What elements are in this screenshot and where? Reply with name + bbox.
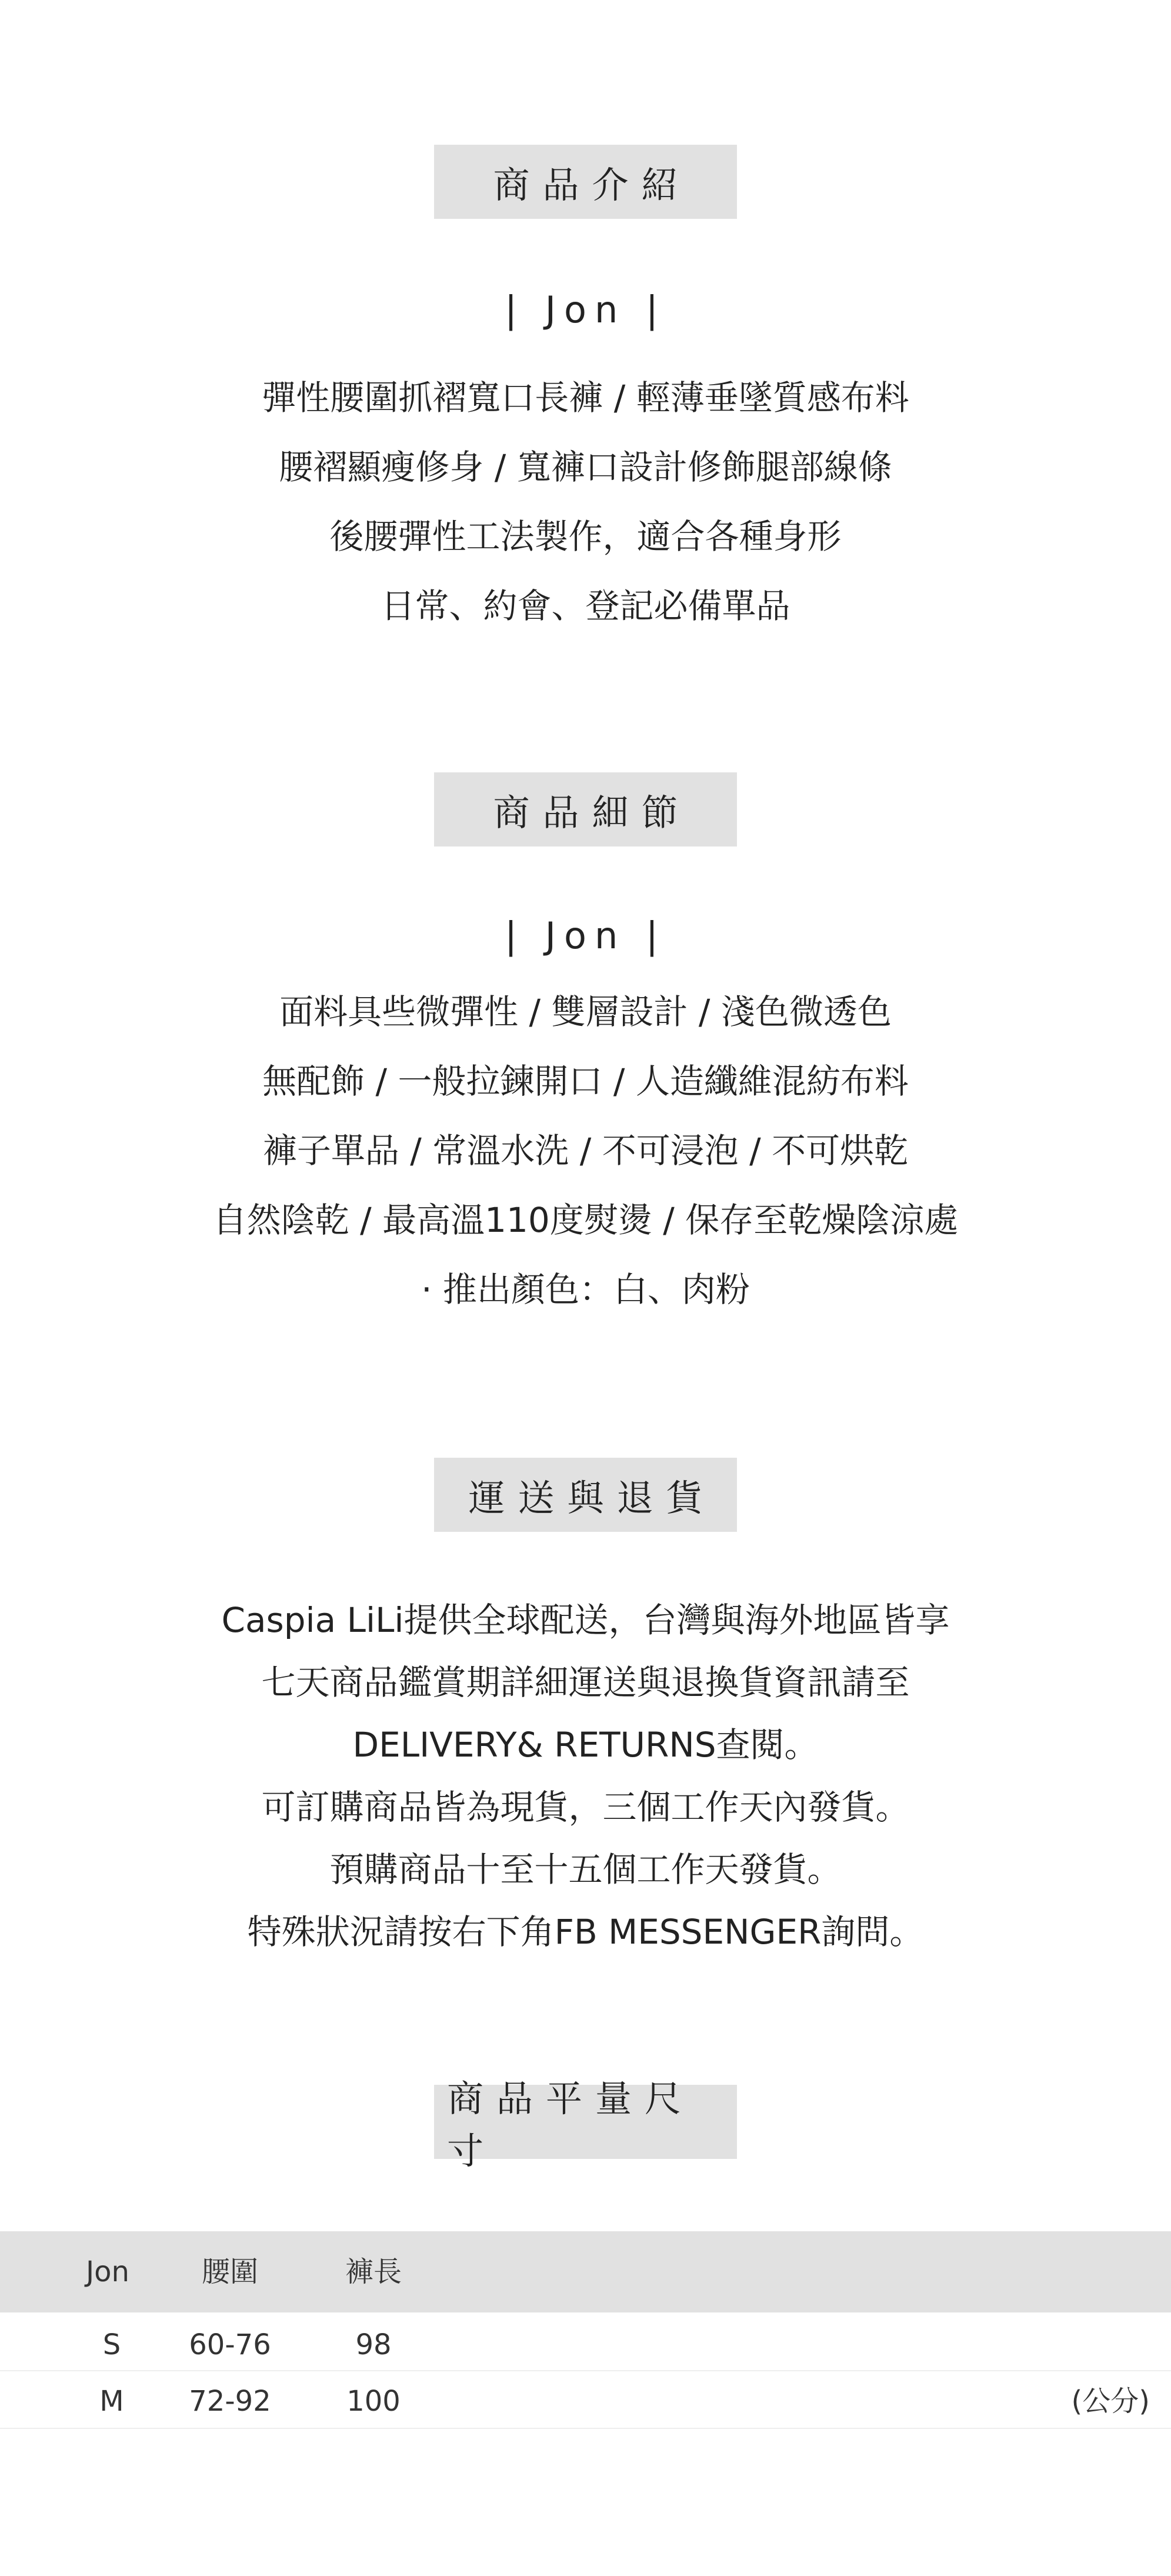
shipping-section-title: 運送與退貨: [434, 1458, 737, 1532]
size-row-m-waist: 72-92: [189, 2385, 271, 2418]
intro-line-1: 彈性腰圍抓褶寬口長褲 / 輕薄垂墜質感布料: [262, 378, 909, 418]
size-row-m-length: 100: [346, 2385, 401, 2418]
shipping-line-4: 可訂購商品皆為現貨，三個工作天內發貨。: [261, 1787, 910, 1827]
shipping-line-1: Caspia LiLi提供全球配送，台灣與海外地區皆享: [221, 1600, 950, 1640]
size-row-m-size: M: [99, 2385, 124, 2418]
intro-line-3: 後腰彈性工法製作，適合各種身形: [329, 516, 842, 556]
intro-product-label: | Jon |: [505, 288, 666, 331]
size-row-s-size: S: [102, 2328, 121, 2361]
intro-section-title: 商品介紹: [434, 145, 737, 219]
size-row-divider: [0, 2428, 1171, 2429]
details-section-title: 商品細節: [434, 772, 737, 847]
size-row-divider: [0, 2370, 1171, 2371]
details-line-1: 面料具些微彈性 / 雙層設計 / 淺色微透色: [279, 992, 892, 1032]
size-unit-label: (公分): [1071, 2385, 1150, 2418]
details-line-4: 自然陰乾 / 最高溫110度熨燙 / 保存至乾燥陰涼處: [212, 1200, 959, 1240]
shipping-line-3: DELIVERY& RETURNS查閱。: [352, 1725, 819, 1765]
size-header-waist: 腰圍: [201, 2255, 258, 2288]
shipping-line-6: 特殊狀況請按右下角FB MESSENGER詢問。: [247, 1912, 924, 1952]
shipping-line-5: 預購商品十至十五個工作天發貨。: [329, 1849, 842, 1889]
intro-line-2: 腰褶顯瘦修身 / 寬褲口設計修飾腿部線條: [279, 447, 892, 487]
details-product-label: | Jon |: [505, 914, 666, 957]
size-row-s-length: 98: [355, 2328, 392, 2361]
details-line-5: · 推出顏色：白、肉粉: [421, 1269, 750, 1309]
intro-line-4: 日常、約會、登記必備單品: [381, 586, 790, 626]
size-header-jon: Jon: [86, 2255, 129, 2288]
details-line-3: 褲子單品 / 常溫水洗 / 不可浸泡 / 不可烘乾: [262, 1131, 909, 1171]
shipping-line-2: 七天商品鑑賞期詳細運送與退換貨資訊請至: [261, 1662, 910, 1702]
size-header-length: 褲長: [345, 2255, 402, 2288]
size-row-s-waist: 60-76: [189, 2328, 271, 2361]
size-section-title: 商品平量尺寸: [434, 2085, 737, 2159]
details-line-2: 無配飾 / 一般拉鍊開口 / 人造纖維混紡布料: [262, 1061, 909, 1101]
